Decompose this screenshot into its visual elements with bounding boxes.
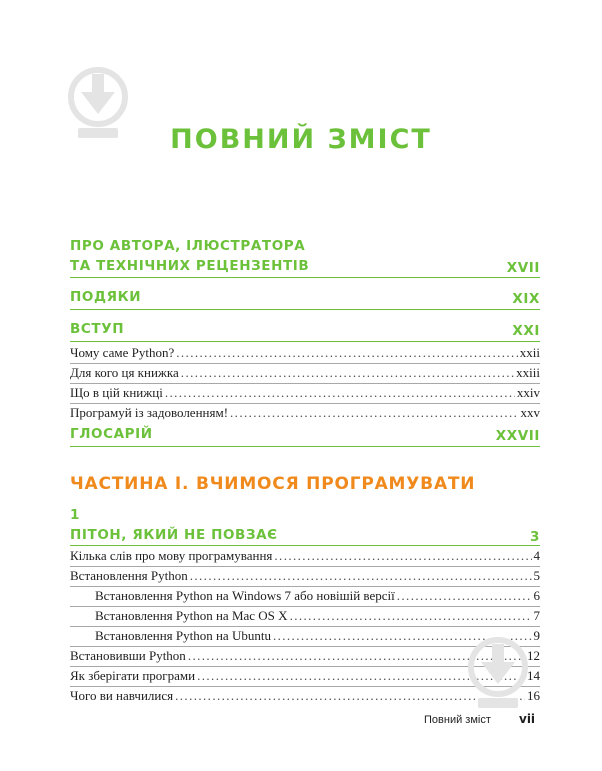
download-watermark-icon (467, 636, 529, 720)
toc-section-glossary[interactable] (70, 424, 540, 444)
part-title[interactable]: ЧАСТИНА I. ВЧИМОСЯ ПРОГРАМУВАТИ (70, 474, 476, 494)
toc-subentry[interactable] (95, 586, 540, 606)
section-rule (70, 277, 540, 278)
section-title: ВСТУП (70, 321, 125, 337)
dot-leader (190, 566, 532, 586)
entry-label: Як зберігати програми (70, 668, 196, 683)
chapter-page-number: 3 (530, 529, 540, 545)
entry-label: Встановлення Python на Mac OS X (95, 608, 288, 623)
entry-page-number: 5 (533, 568, 540, 583)
dot-leader (230, 403, 518, 423)
section-rule (70, 309, 540, 310)
toc-subentry[interactable] (95, 606, 540, 626)
entry-label: Чому саме Python? (70, 345, 175, 360)
toc-entry[interactable] (70, 546, 540, 566)
dot-leader (181, 363, 514, 383)
entry-page-number: 16 (527, 688, 540, 703)
section-rule (70, 341, 540, 342)
entry-page-number: 6 (533, 588, 540, 603)
toc-chapter-1[interactable] (70, 505, 540, 545)
entry-page-number: xxiv (516, 385, 540, 400)
entry-label: Програмуй із задоволенням! (70, 405, 229, 420)
entry-page-number: xxii (519, 345, 540, 360)
section-page-number: XXVII (495, 428, 540, 444)
entry-label: Встановлення Python на Windows 7 або новішій версії (95, 588, 395, 603)
section-title-line-1: ПРО АВТОРА, ІЛЮСТРАТОРА (70, 238, 306, 254)
section-title: ПОДЯКИ (70, 289, 142, 305)
toc-entry[interactable] (70, 566, 540, 586)
dot-leader (165, 383, 515, 403)
entry-label: Кілька слів про мову програмування (70, 548, 273, 563)
entry-label: Встановивши Python (70, 648, 186, 663)
entry-page-number: 9 (533, 628, 540, 643)
chapter-title: ПІТОН, ЯКИЙ НЕ ПОВЗАЄ (70, 527, 278, 543)
section-rule (70, 446, 540, 447)
toc-entry[interactable] (70, 363, 540, 383)
entry-page-number: xxv (520, 405, 540, 420)
toc-entry[interactable] (70, 343, 540, 363)
entry-label: Що в цій книжці (70, 385, 163, 400)
entry-page-number: 7 (533, 608, 540, 623)
entry-label: Встановлення Python (70, 568, 188, 583)
dot-leader (290, 606, 532, 626)
section-page-number: XXI (512, 323, 540, 339)
toc-section-introduction[interactable] (70, 319, 540, 339)
dot-leader (176, 343, 518, 363)
page-title: ПОВНИЙ ЗМІСТ (170, 124, 432, 155)
running-title: Повний зміст (424, 714, 491, 726)
toc-section-about-authors[interactable] (70, 236, 540, 276)
entry-page-number: 14 (527, 668, 540, 683)
entry-page-number: 4 (533, 548, 540, 563)
dot-leader (274, 546, 531, 566)
entry-label: Чого ви навчилися (70, 688, 174, 703)
entry-page-number: xxiii (516, 365, 540, 380)
section-page-number: XVII (506, 260, 540, 276)
chapter-number: 1 (70, 507, 80, 523)
section-title-line-2: ТА ТЕХНІЧНИХ РЕЦЕНЗЕНТІВ (70, 258, 310, 274)
section-title: ГЛОСАРІЙ (70, 426, 153, 442)
entry-label: Встановлення Python на Ubuntu (95, 628, 271, 643)
section-page-number: XIX (512, 291, 540, 307)
toc-section-acknowledgments[interactable] (70, 287, 540, 307)
dot-leader (397, 586, 532, 606)
entry-page-number: 12 (527, 648, 540, 663)
entry-label: Для кого ця книжка (70, 365, 179, 380)
toc-entry[interactable] (70, 403, 540, 423)
toc-entry[interactable] (70, 383, 540, 403)
page-number: vii (519, 712, 536, 726)
